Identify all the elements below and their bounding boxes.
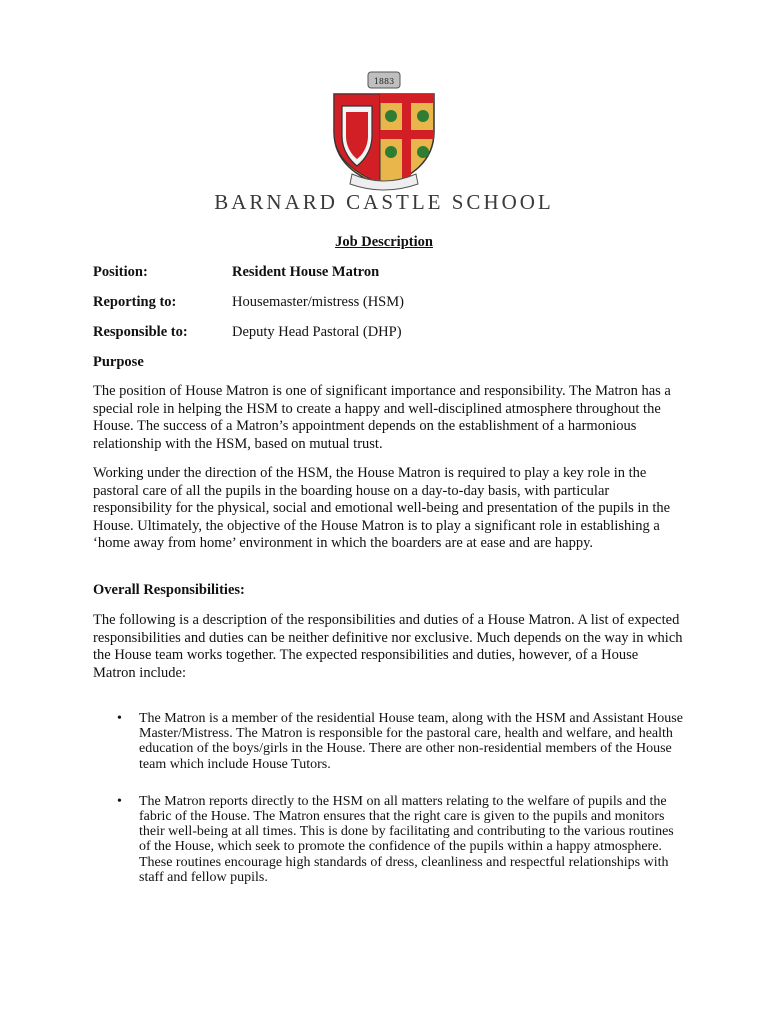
- list-item: [93, 794, 683, 885]
- list-item-text: The Matron is a member of the residential House team, along with the HSM and Assistant House Master/Mistress. The Matron is responsible for the pastoral care, health and welfare, and health education of the boys/girls in the House. There are other non-residential members of the House team which include House Tutors.: [139, 711, 683, 772]
- list-item-text: The Matron reports directly to the HSM on all matters relating to the welfare of pupils and the fabric of the House. The Matron ensures that the right care is given to the pupils and monitors their well-being at all times. This is done by facilitating and contributing to the various routines of the House, which seek to promote the confidence of the pupils within a happy atmosphere. These routines encourage high standards of dress, cleanliness and respectful relationships with staff and fellow pupils.: [139, 793, 674, 885]
- document-title: Job Description: [335, 234, 433, 250]
- school-crest-logo: [328, 70, 440, 192]
- field-value: Housemaster/mistress (HSM): [232, 294, 404, 310]
- field-value: Deputy Head Pastoral (DHP): [232, 324, 402, 340]
- purpose-paragraph: Working under the direction of the HSM, the House Matron is required to play a key role in the pastoral care of all the pupils in the boarding house on a day-to-day basis, with particular responsibility for the physical, social and emotional well-being and presentation of the pupils in the House. Ultimately, the objective of the House Matron is to play a significant role in establishing a ‘home away from home’ environment in which the boarders are at ease and are happy.: [93, 465, 671, 552]
- bullet-icon: •: [117, 793, 122, 809]
- field-responsible-to: [93, 324, 402, 341]
- purpose-paragraph: The position of House Matron is one of significant importance and responsibility. The Matron has a special role in helping the HSM to create a happy and well-disciplined atmosphere throughout the House. The success of a Matron’s appointment depends on the establishment of a harmonious relationship with the HSM, based on mutual trust.: [93, 383, 671, 452]
- overall-responsibilities-heading: Overall Responsibilities:: [93, 582, 245, 598]
- field-label: Position:: [93, 264, 148, 280]
- list-item: [93, 711, 683, 772]
- field-position: [93, 264, 379, 281]
- school-name: BARNARD CASTLE SCHOOL: [214, 190, 554, 214]
- svg-text:1883: 1883: [373, 77, 395, 86]
- field-label: Reporting to:: [93, 294, 177, 310]
- responsibilities-list: [93, 711, 683, 907]
- purpose-heading: Purpose: [93, 354, 144, 370]
- field-label: Responsible to:: [93, 324, 188, 340]
- field-value: Resident House Matron: [232, 264, 380, 280]
- overall-intro-paragraph: The following is a description of the responsibilities and duties of a House Matron. A list of expected responsibilities and duties can be neither definitive nor exclusive. Much depends on the way in which the House team works together. The expected responsibilities and duties, however, of a House Matron include:: [93, 612, 683, 681]
- bullet-icon: •: [117, 711, 122, 726]
- field-reporting-to: [93, 294, 404, 311]
